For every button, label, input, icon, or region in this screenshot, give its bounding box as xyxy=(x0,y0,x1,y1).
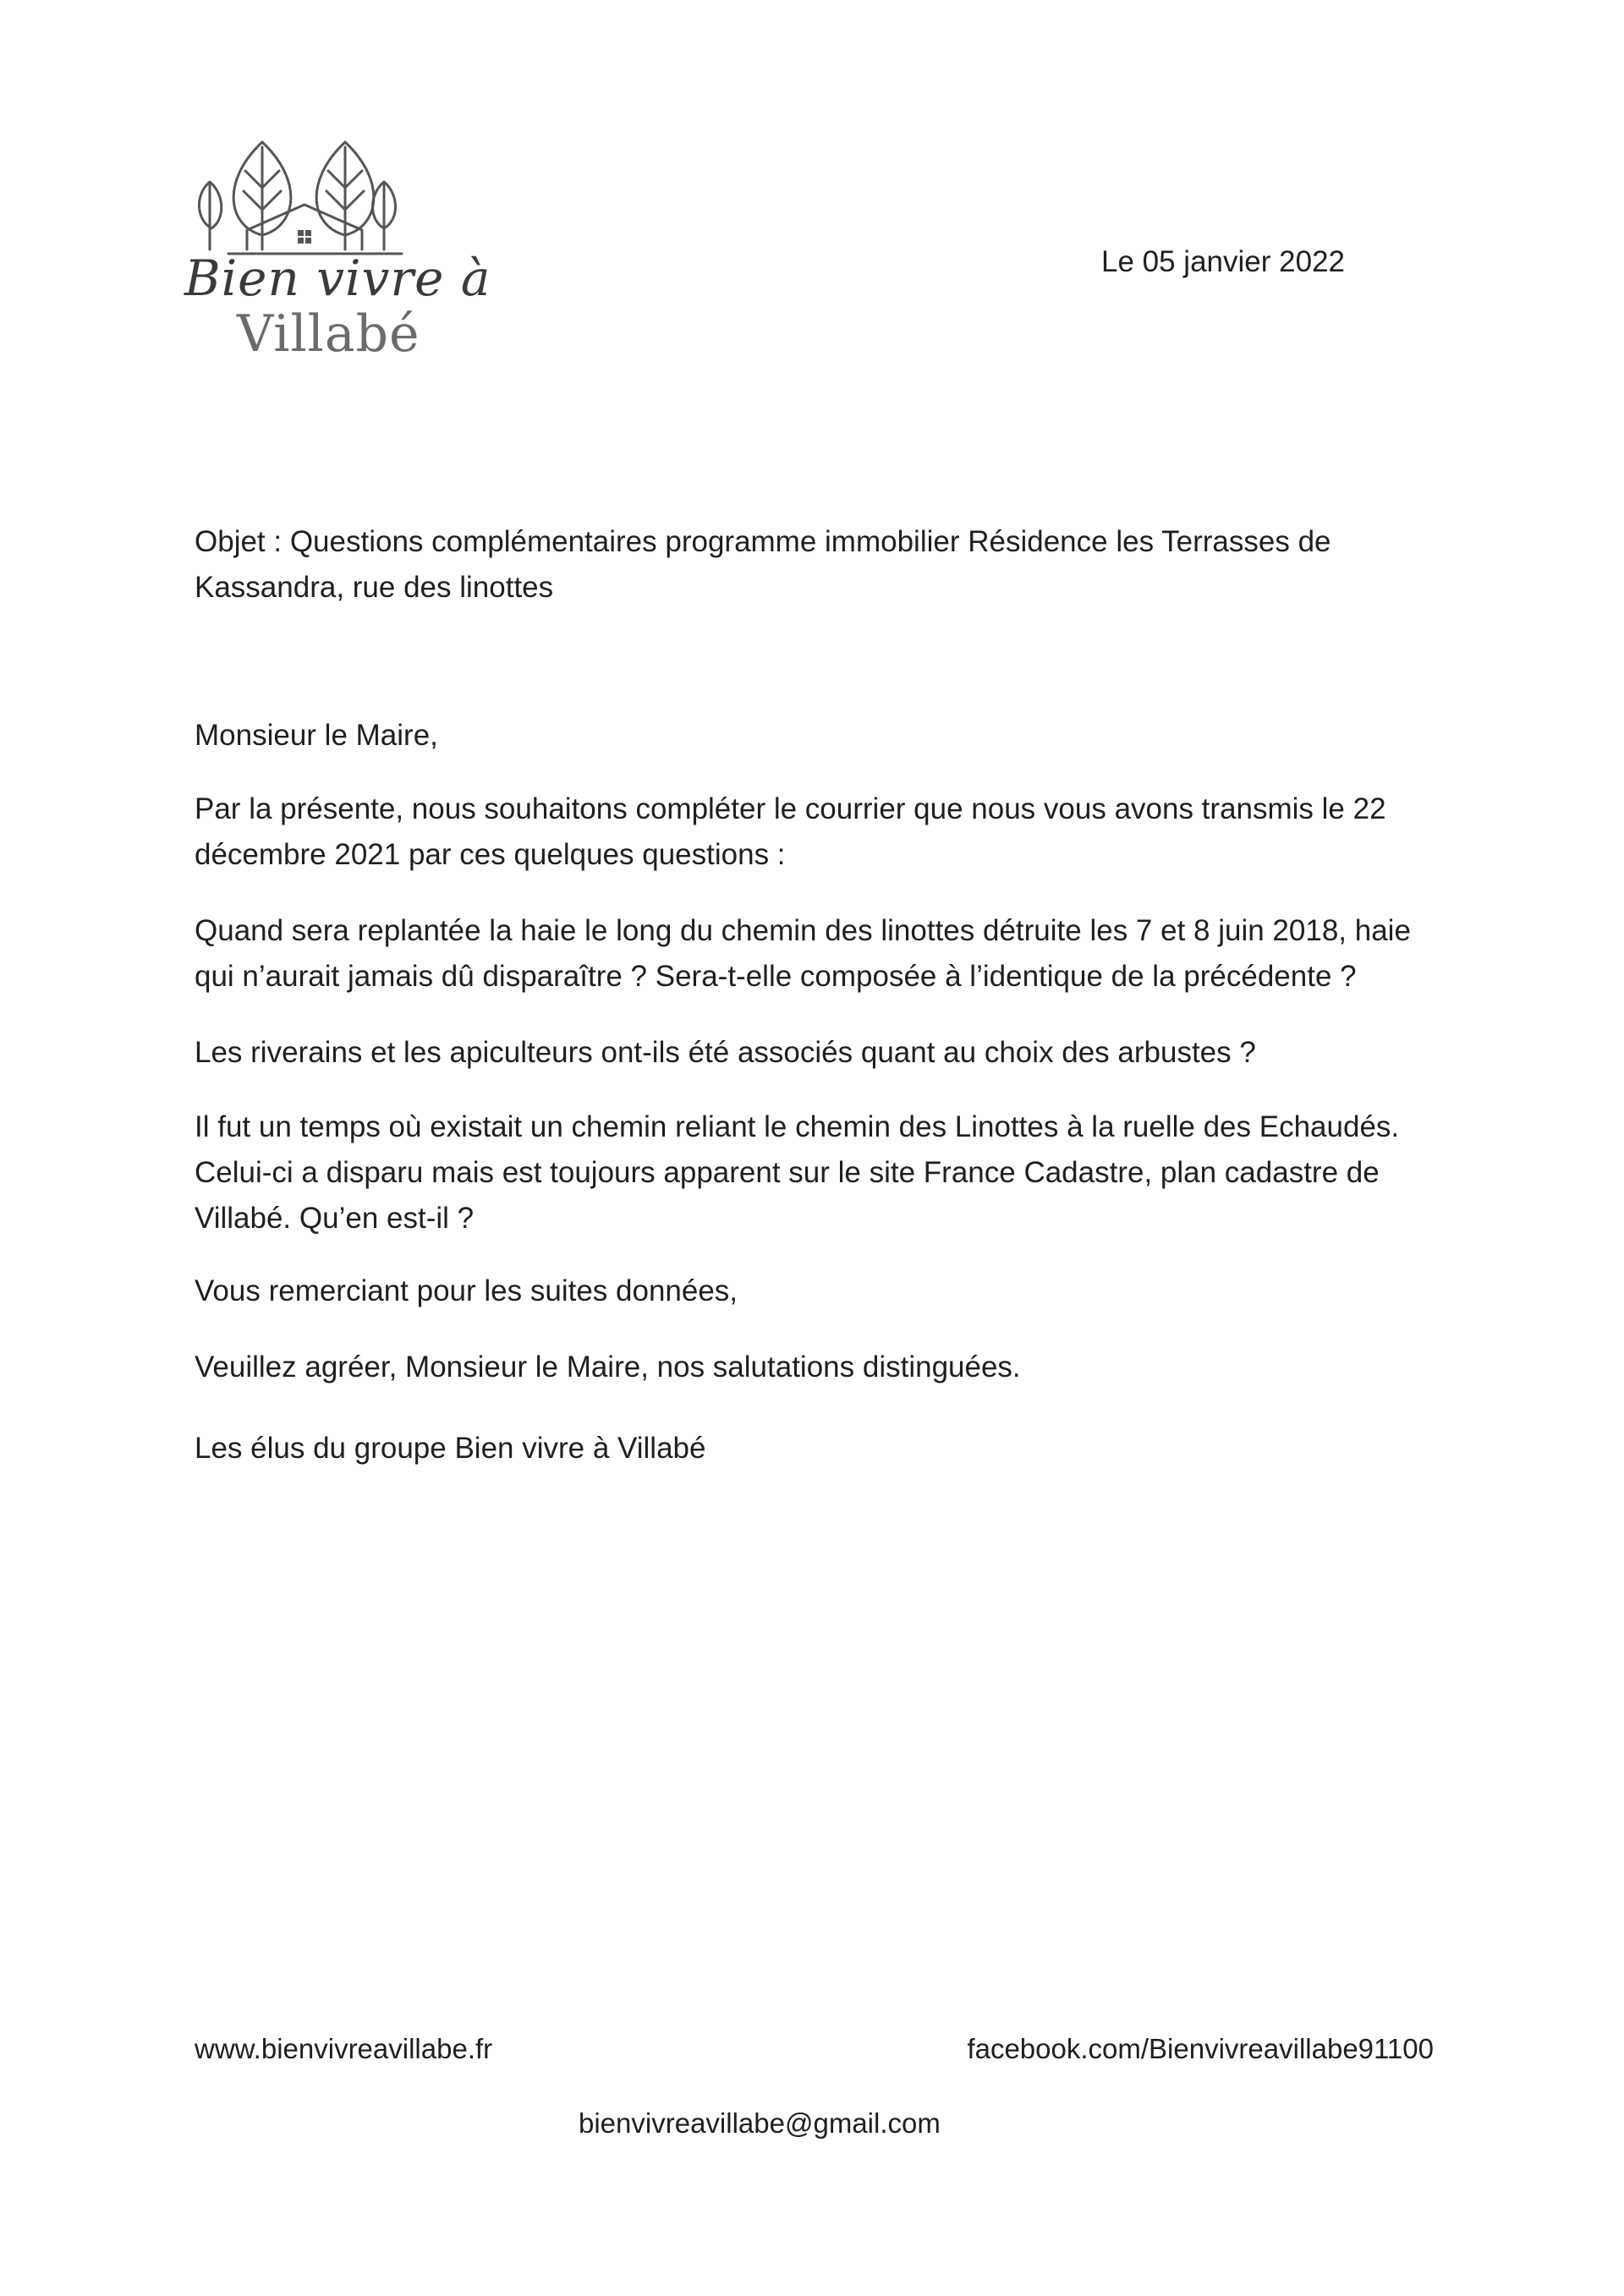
letter-paragraph: Les riverains et les apiculteurs ont-ils été associés quant au choix des arbustes ? xyxy=(195,1036,1256,1069)
footer-facebook-link[interactable]: facebook.com/Bienvivreavillabe91100 xyxy=(967,2033,1434,2064)
letter-paragraph: Quand sera replantée la haie le long du chemin des linottes détruite les 7 et 8 juin 2018, haie qui n’aurait jamais dû disparaître ? Sera-t-elle composée à l’identique de la précédente ? xyxy=(195,914,1411,993)
letter-paragraph: Il fut un temps où existait un chemin reliant le chemin des Linottes à la ruelle des Echaudés. Celui-ci a disparu mais est toujours apparent sur le site France Cadastre, plan cadastre de Villabé. Qu’en est-il ? xyxy=(195,1110,1400,1235)
footer-email-link[interactable]: bienvivreavillabe@gmail.com xyxy=(579,2107,941,2139)
letter-subject: Objet : Questions complémentaires programme immobilier Résidence les Terrasses de Kassandra, rue des linottes xyxy=(195,525,1331,604)
letter-paragraph: Par la présente, nous souhaitons compléter le courrier que nous vous avons transmis le 22 décembre 2021 par ces quelques questions : xyxy=(195,792,1386,871)
footer-website-link[interactable]: www.bienvivreavillabe.fr xyxy=(195,2033,493,2064)
letter-greeting: Veuillez agréer, Monsieur le Maire, nos salutations distinguées. xyxy=(195,1351,1021,1384)
organization-logo xyxy=(178,135,491,372)
logo-script-text: Bien vivre à xyxy=(184,249,491,307)
logo-name-text: Villabé xyxy=(237,304,420,364)
letter-closing: Vous remerciant pour les suites données, xyxy=(195,1274,738,1307)
letter-salutation: Monsieur le Maire, xyxy=(195,719,438,752)
letter-date: Le 05 janvier 2022 xyxy=(1101,245,1345,278)
letter-signature: Les élus du groupe Bien vivre à Villabé xyxy=(195,1432,706,1465)
